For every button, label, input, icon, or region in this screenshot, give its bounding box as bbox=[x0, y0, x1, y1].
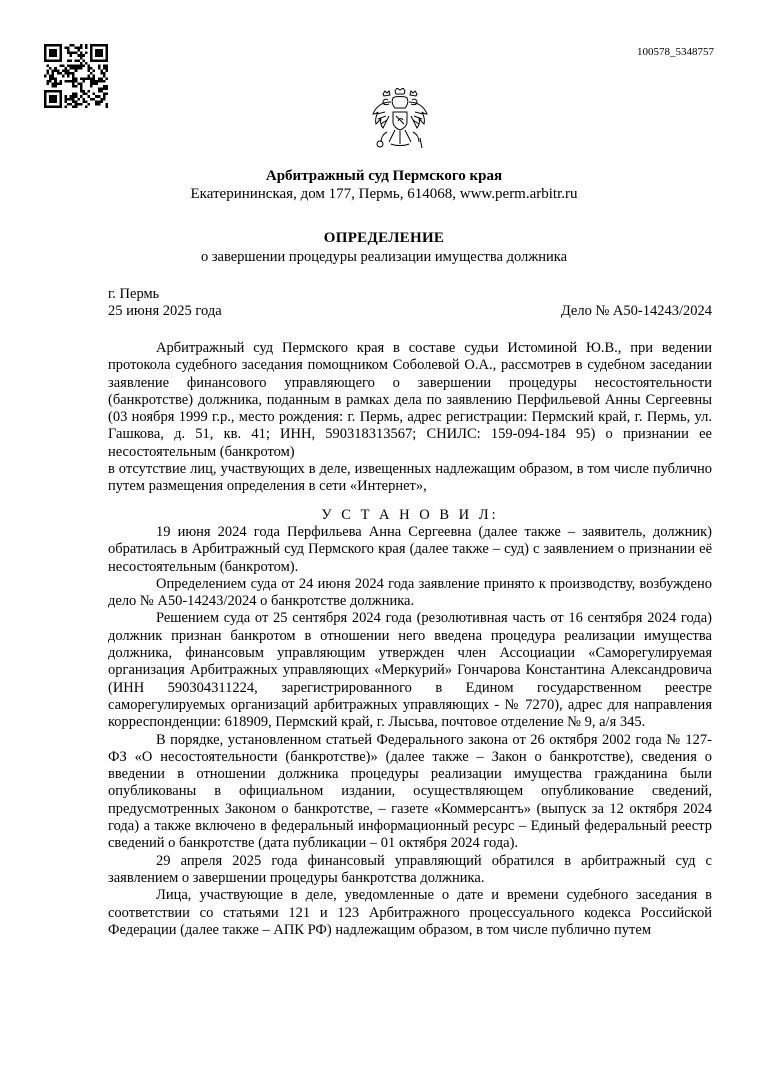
case-number: Дело № А50-14243/2024 bbox=[560, 303, 712, 319]
coat-of-arms-emblem bbox=[371, 88, 429, 152]
city: г. Пермь bbox=[108, 286, 160, 302]
qr-code bbox=[44, 44, 108, 108]
intro-paragraph: Арбитражный суд Пермского края в составе судьи Истоминой Ю.В., при ведении протокола судебного заседания помощником Соболевой О.А., рассмотрев в судебном заседании заявление финансового управляющего о завершении процедуры несостоятельности (банкротстве) должника, поданным в рамках дела по заявлению Перфильевой Анны Сергеевны (03 ноября 1999 г.р., место рождения: г. Пермь, адрес регистрации: Пермский край, г. Пермь, ул. Гашкова, д. 51, кв. 41; ИНН, 590318313567; СНИЛС: 159-094-184 95) о признании ее несостоятельным (банкротом) bbox=[108, 340, 712, 460]
document-subtitle: о завершении процедуры реализации имущества должника bbox=[200, 249, 568, 265]
intro-continuation-paragraph: в отсутствие лиц, участвующих в деле, извещенных надлежащим образом, в том числе публично путем размещения определения в сети «Интернет», bbox=[108, 461, 712, 495]
paragraph-6: Лица, участвующие в деле, уведомленные о дате и времени судебного заседания в соответствии со статьями 121 и 123 Арбитражного процессуального кодекса Российской Федерации (далее также – АПК РФ) надлежащим образом, в том числе публично путем bbox=[108, 887, 712, 938]
court-name: Арбитражный суд Пермского края bbox=[265, 168, 503, 184]
document-body bbox=[108, 340, 712, 939]
paragraph-3: Решением суда от 25 сентября 2024 года (резолютивная часть от 16 сентября 2024 года) должник признан банкротом в отношении него введена процедура реализации имущества должника, финансовым управляющим утвержден член Ассоциации «Саморегулируемая организация Арбитражных управляющих «Меркурий» Гончарова Константина Александровича (ИНН 590304311224, зарегистрированного в Едином государственном реестре саморегулируемых организаций арбитражных управляющих - № 7270), адрес для направления корреспонденции: 618909, Пермский край, г. Лысьва, почтовое отделение № 9, а/я 345. bbox=[108, 610, 712, 731]
paragraph-5: 29 апреля 2025 года финансовый управляющий обратился в арбитражный суд с заявлением о завершении процедуры банкротства должника. bbox=[108, 852, 712, 886]
established-heading: У С Т А Н О В И Л: bbox=[321, 506, 499, 523]
document-id: 100578_5348757 bbox=[637, 46, 714, 58]
document-title: ОПРЕДЕЛЕНИЕ bbox=[323, 230, 445, 246]
paragraph-2: Определением суда от 24 июня 2024 года заявление принято к производству, возбуждено дело № А50-14243/2024 о банкротстве должника. bbox=[108, 575, 712, 610]
paragraph-4: В порядке, установленном статьей Федерального закона от 26 октября 2002 года № 127-ФЗ «О несостоятельности (банкротстве)» (далее также – Закон о банкротстве), сведения о введении в отношении должника процедуры реализации имущества гражданина были опубликованы в официальном издании, осуществляющем опубликование сведений, предусмотренных Законом о банкротстве, – газете «Коммерсантъ» (выпуск за 12 октября 2024 года) а также включено в федеральный информационный ресурс – Единый федеральный реестр сведений о банкротстве (дата публикации – 01 октября 2024 года). bbox=[108, 731, 712, 852]
document-date: 25 июня 2025 года bbox=[108, 303, 222, 319]
court-address: Екатерининская, дом 177, Пермь, 614068, www.perm.arbitr.ru bbox=[190, 186, 578, 202]
paragraph-1: 19 июня 2024 года Перфильева Анна Сергеевна (далее также – заявитель, должник) обратилась в Арбитражный суд Пермского края (далее также – суд) с заявлением о признании её несостоятельным (банкротом). bbox=[108, 523, 712, 575]
